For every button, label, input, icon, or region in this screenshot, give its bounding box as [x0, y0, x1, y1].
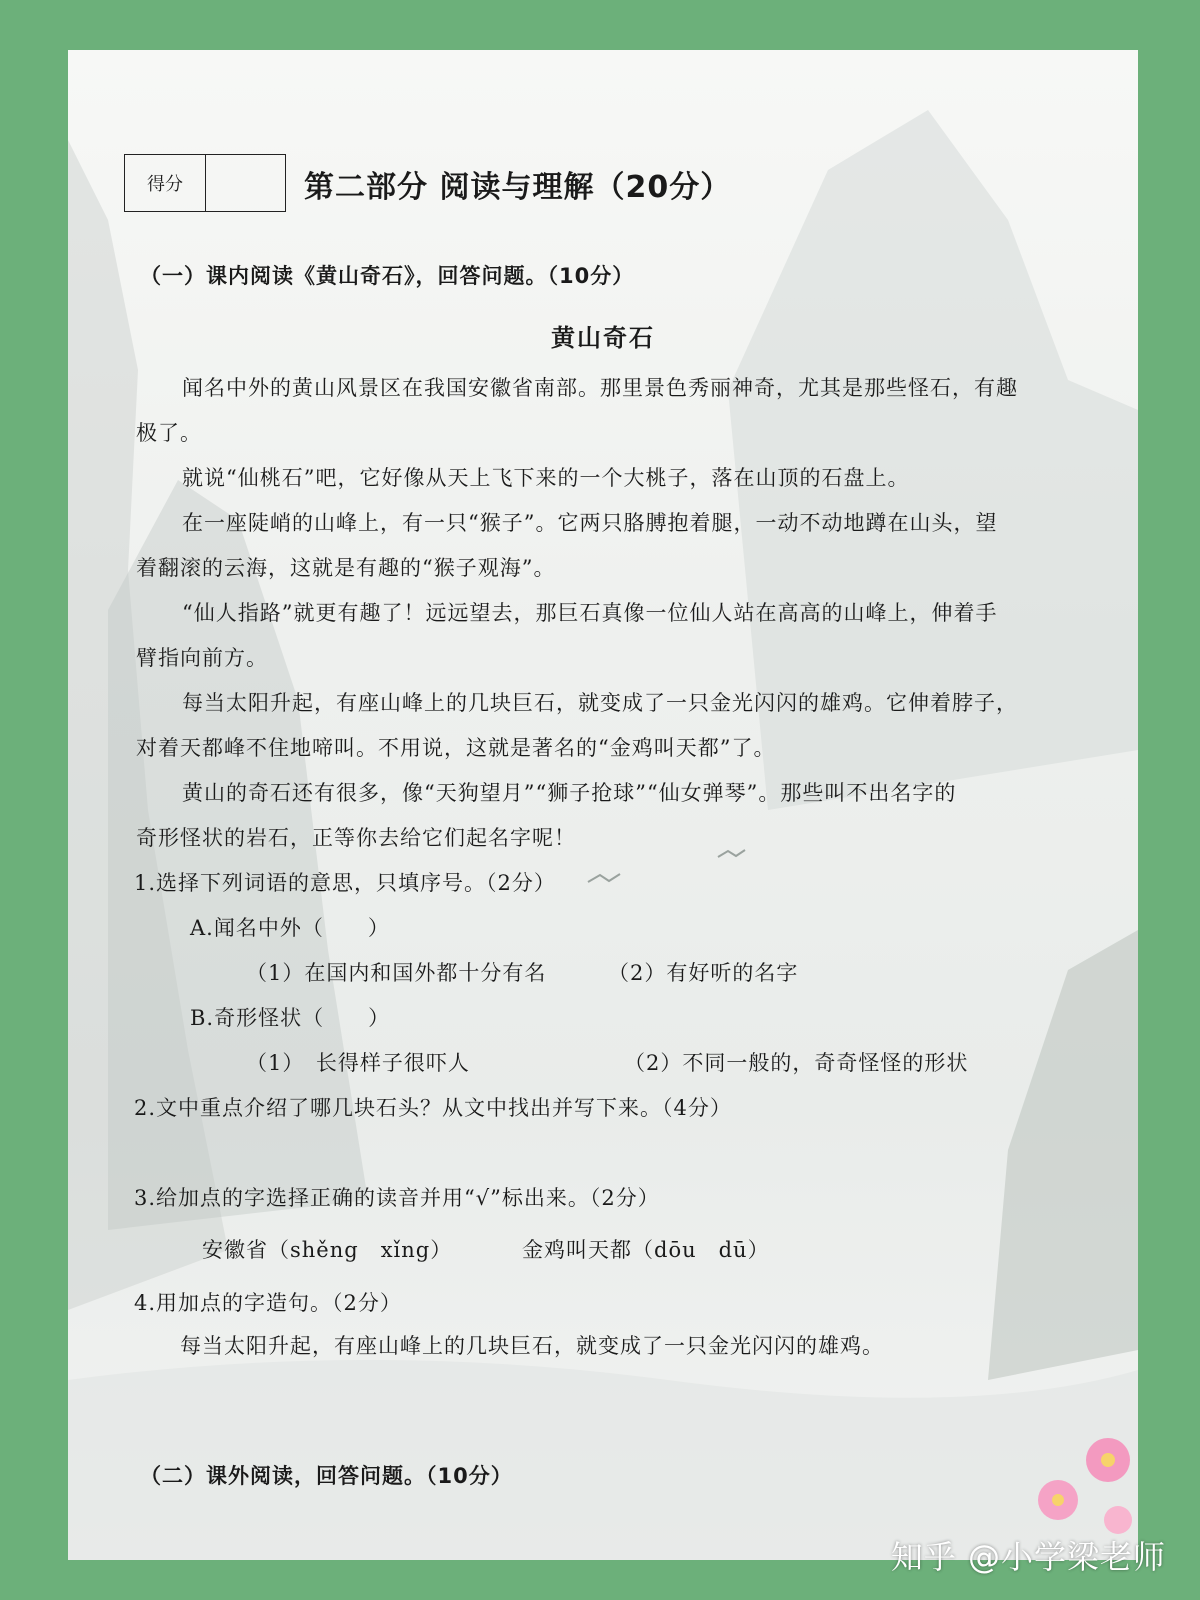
score-field[interactable] [206, 155, 285, 211]
passage-line: 奇形怪状的岩石，正等你去给它们起名字呢！ [136, 826, 576, 850]
passage-line: 对着天都峰不住地啼叫。不用说，这就是著名的“金鸡叫天都”了。 [136, 736, 776, 760]
watermark: 知乎 @小学梁老师 [890, 1538, 1166, 1576]
part-title: 第二部分 阅读与理解（20分） [304, 170, 732, 205]
passage-line: 臂指向前方。 [136, 646, 268, 670]
question-3-item-1: 安徽省（shěng xǐng） [202, 1238, 453, 1262]
question-1b-option-2: （2）不同一般的，奇奇怪怪的形状 [624, 1051, 969, 1075]
question-1a-option-1: （1）在国内和国外都十分有名 [246, 961, 547, 985]
passage-line: 每当太阳升起，有座山峰上的几块巨石，就变成了一只金光闪闪的雄鸡。它伸着脖子， [182, 691, 1018, 715]
passage-line: 闻名中外的黄山风景区在我国安徽省南部。那里景色秀丽神奇，尤其是那些怪石，有趣 [182, 376, 1018, 400]
passage-title: 黄山奇石 [551, 324, 655, 352]
question-1b-option-1: （1） 长得样子很吓人 [246, 1051, 470, 1075]
question-1a-option-2: （2）有好听的名字 [608, 961, 799, 985]
section2-heading: （二）课外阅读，回答问题。（10分） [140, 1464, 513, 1488]
question-4-sentence: 每当太阳升起，有座山峰上的几块巨石，就变成了一只金光闪闪的雄鸡。 [180, 1334, 884, 1358]
section1-heading: （一）课内阅读《黄山奇石》，回答问题。（10分） [140, 264, 635, 288]
question-2: 2.文中重点介绍了哪几块石头？从文中找出并写下来。（4分） [134, 1096, 732, 1120]
answer-area-2[interactable] [134, 1130, 1034, 1170]
score-box [124, 154, 286, 212]
question-1b: B.奇形怪状（ ） [190, 1006, 391, 1030]
question-3-item-2: 金鸡叫天都（dōu dū） [522, 1238, 770, 1262]
question-4: 4.用加点的字造句。（2分） [134, 1291, 402, 1315]
passage-line: 着翻滚的云海，这就是有趣的“猴子观海”。 [136, 556, 556, 580]
score-label: 得分 [125, 155, 206, 211]
passage-line: 在一座陡峭的山峰上，有一只“猴子”。它两只胳膊抱着腿，一动不动地蹲在山头，望 [182, 511, 998, 535]
passage-line: 就说“仙桃石”吧，它好像从天上飞下来的一个大桃子，落在山顶的石盘上。 [182, 466, 910, 490]
passage-line: 极了。 [136, 421, 202, 445]
question-3: 3.给加点的字选择正确的读音并用“√”标出来。（2分） [134, 1186, 660, 1210]
exam-paper [68, 50, 1138, 1560]
passage-line: “仙人指路”就更有趣了！远远望去，那巨石真像一位仙人站在高高的山峰上，伸着手 [182, 601, 998, 625]
passage-line: 黄山的奇石还有很多，像“天狗望月”“狮子抢球”“仙女弹琴”。那些叫不出名字的 [182, 781, 957, 805]
question-1: 1.选择下列词语的意思，只填序号。（2分） [134, 871, 556, 895]
question-1a: A.闻名中外（ ） [190, 916, 390, 940]
